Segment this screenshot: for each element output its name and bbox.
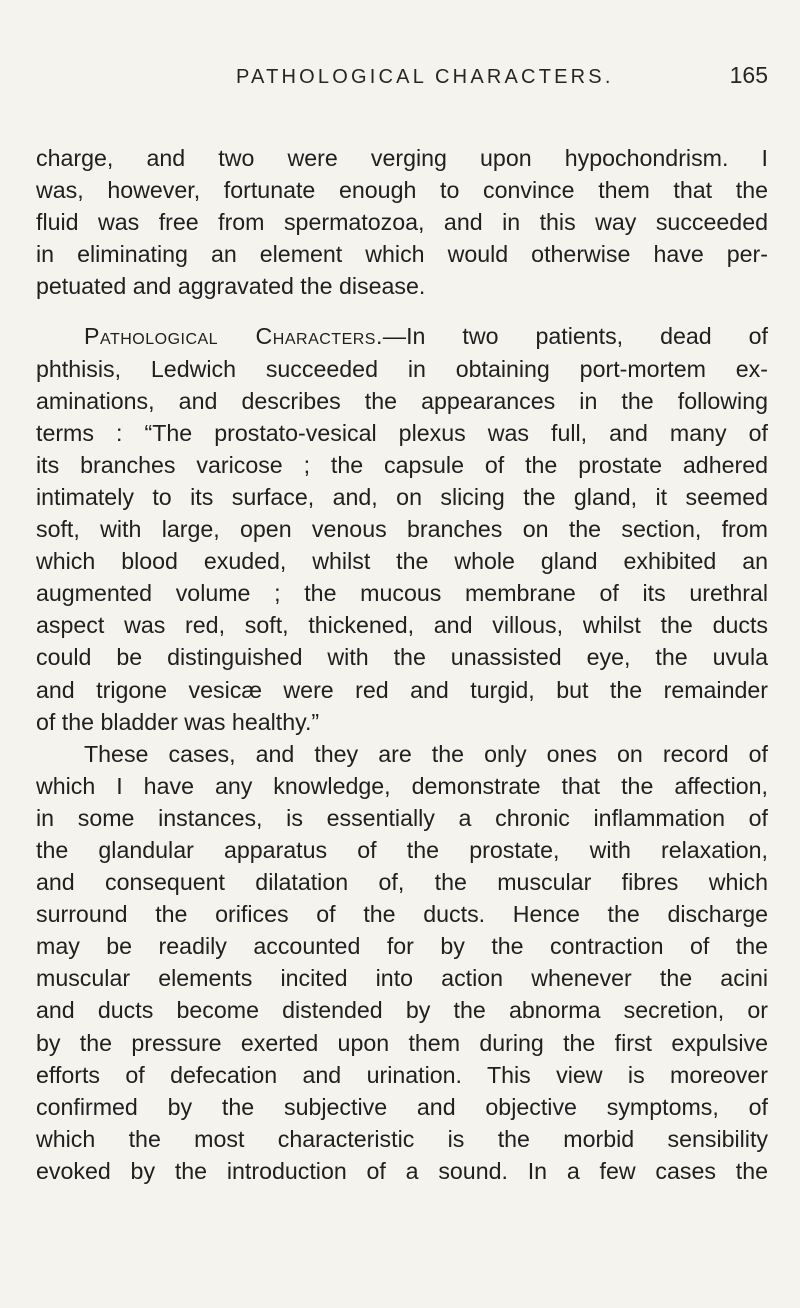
text-line: and trigone vesicæ were red and turgid, but the remainder bbox=[36, 676, 768, 703]
text-line: terms : “The prostato-vesical plexus was full, and many of bbox=[36, 419, 768, 446]
text-line: which blood exuded, whilst the whole gland exhibited an bbox=[36, 548, 768, 575]
text-line: muscular elements incited into action whenever the acini bbox=[36, 965, 768, 992]
text-line: which the most characteristic is the morbid sensibility bbox=[36, 1125, 768, 1152]
text-line: and ducts become distended by the abnorma secretion, or bbox=[36, 997, 768, 1024]
text-line: surround the orifices of the ducts. Hence the discharge bbox=[36, 901, 768, 928]
running-head bbox=[36, 62, 768, 96]
text-line: These cases, and they are the only ones on record of bbox=[84, 740, 768, 767]
heading-continuation: —In two patients, dead of bbox=[382, 323, 768, 350]
text-line: by the pressure exerted upon them during the first expulsive bbox=[36, 1029, 768, 1056]
text-line: petuated and aggravated the disease. bbox=[36, 273, 426, 300]
text-line: evoked by the introduction of a sound. In a few cases the bbox=[36, 1157, 768, 1184]
paragraph-2 bbox=[36, 320, 768, 737]
text-line: its branches varicose ; the capsule of the prostate adhered bbox=[36, 451, 768, 478]
text-line: could be distinguished with the unassisted eye, the uvula bbox=[36, 644, 768, 671]
text-line bbox=[36, 320, 768, 352]
text-line: confirmed by the subjective and objective symptoms, of bbox=[36, 1093, 768, 1120]
text-line: aspect was red, soft, thickened, and villous, whilst the ducts bbox=[36, 612, 768, 639]
paragraph-gap bbox=[36, 302, 768, 320]
body-text bbox=[36, 142, 768, 1187]
text-line: was, however, fortunate enough to convince them that the bbox=[36, 177, 768, 204]
text-line: phthisis, Ledwich succeeded in obtaining port-mortem ex- bbox=[36, 355, 768, 382]
paragraph-1 bbox=[36, 142, 768, 302]
text-line: in some instances, is essentially a chronic inflammation of bbox=[36, 804, 768, 831]
text-line: augmented volume ; the mucous membrane of its urethral bbox=[36, 580, 768, 607]
running-title: PATHOLOGICAL CHARACTERS. bbox=[236, 66, 614, 88]
text-line: intimately to its surface, and, on slicing the gland, it seemed bbox=[36, 483, 768, 510]
section-heading: Pathological Characters. bbox=[84, 323, 383, 350]
paragraph-3 bbox=[36, 738, 768, 1187]
text-line: which I have any knowledge, demonstrate that the affection, bbox=[36, 772, 768, 799]
text-line: and consequent dilatation of, the muscular fibres which bbox=[36, 869, 768, 896]
text-line: fluid was free from spermatozoa, and in this way succeeded bbox=[36, 209, 768, 236]
text-line: charge, and two were verging upon hypochondrism. I bbox=[36, 145, 768, 171]
text-line: aminations, and describes the appearances in the following bbox=[36, 387, 768, 414]
text-line: soft, with large, open venous branches on the section, from bbox=[36, 516, 768, 543]
text-line: in eliminating an element which would otherwise have per- bbox=[36, 241, 768, 268]
text-line: may be readily accounted for by the contraction of the bbox=[36, 933, 768, 960]
text-line: of the bladder was healthy.” bbox=[36, 708, 320, 735]
text-line: efforts of defecation and urination. This view is moreover bbox=[36, 1061, 768, 1088]
text-line: the glandular apparatus of the prostate, with relaxation, bbox=[36, 836, 768, 863]
page-number: 165 bbox=[729, 62, 768, 88]
